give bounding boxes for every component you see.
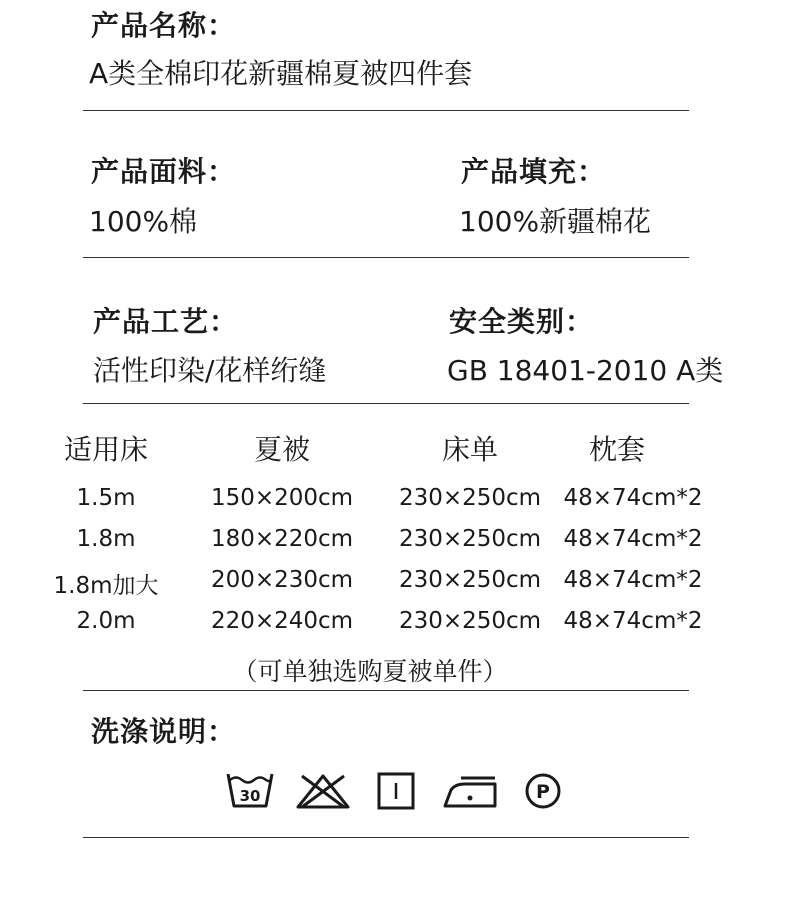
no-bleach-icon: [294, 772, 352, 814]
wash-30-icon: [226, 770, 274, 814]
product-name-label: 产品名称：: [91, 9, 237, 42]
table-cell: 230×250cm: [398, 567, 542, 593]
table-header-bed: 适用床: [63, 433, 148, 466]
divider: [83, 257, 689, 258]
divider: [83, 837, 689, 838]
svg-text:30: 30: [239, 787, 261, 805]
safety-value: GB 18401-2010 A类: [447, 354, 724, 387]
table-header-pillowcase: 枕套: [588, 433, 645, 466]
table-cell: 48×74cm*2: [563, 485, 703, 511]
table-cell: 230×250cm: [398, 526, 542, 552]
filling-label: 产品填充：: [461, 155, 607, 188]
craft-value: 活性印染/花样绗缝: [93, 354, 327, 387]
table-cell: 48×74cm*2: [563, 608, 703, 634]
table-cell: 1.5m: [76, 485, 136, 511]
fabric-value: 100%棉: [89, 205, 198, 238]
dry-clean-p-icon: [524, 772, 562, 814]
washing-label: 洗涤说明：: [91, 715, 237, 748]
table-note: （可单独选购夏被单件）: [232, 657, 508, 686]
svg-text:P: P: [536, 781, 550, 803]
product-name-value: A类全棉印花新疆棉夏被四件套: [89, 57, 473, 90]
divider: [83, 690, 689, 691]
tumble-dry-icon: [377, 772, 417, 814]
table-cell: 220×240cm: [210, 608, 354, 634]
table-cell: 1.8m: [76, 526, 136, 552]
filling-value: 100%新疆棉花: [459, 205, 652, 238]
table-cell: 200×230cm: [210, 567, 354, 593]
table-cell: 180×220cm: [210, 526, 354, 552]
craft-label: 产品工艺：: [93, 305, 239, 338]
fabric-label: 产品面料：: [91, 155, 237, 188]
table-cell: 230×250cm: [398, 608, 542, 634]
divider: [83, 403, 689, 404]
iron-low-icon: [441, 772, 499, 814]
safety-label: 安全类别：: [449, 305, 595, 338]
table-header-sheet: 床单: [441, 433, 498, 466]
table-cell: 2.0m: [76, 608, 136, 634]
table-header-quilt: 夏被: [253, 433, 310, 466]
table-cell: 150×200cm: [210, 485, 354, 511]
table-cell: 230×250cm: [398, 485, 542, 511]
divider: [83, 110, 689, 111]
table-cell: 48×74cm*2: [563, 526, 703, 552]
table-cell: 1.8m加大: [53, 573, 159, 599]
table-cell: 48×74cm*2: [563, 567, 703, 593]
